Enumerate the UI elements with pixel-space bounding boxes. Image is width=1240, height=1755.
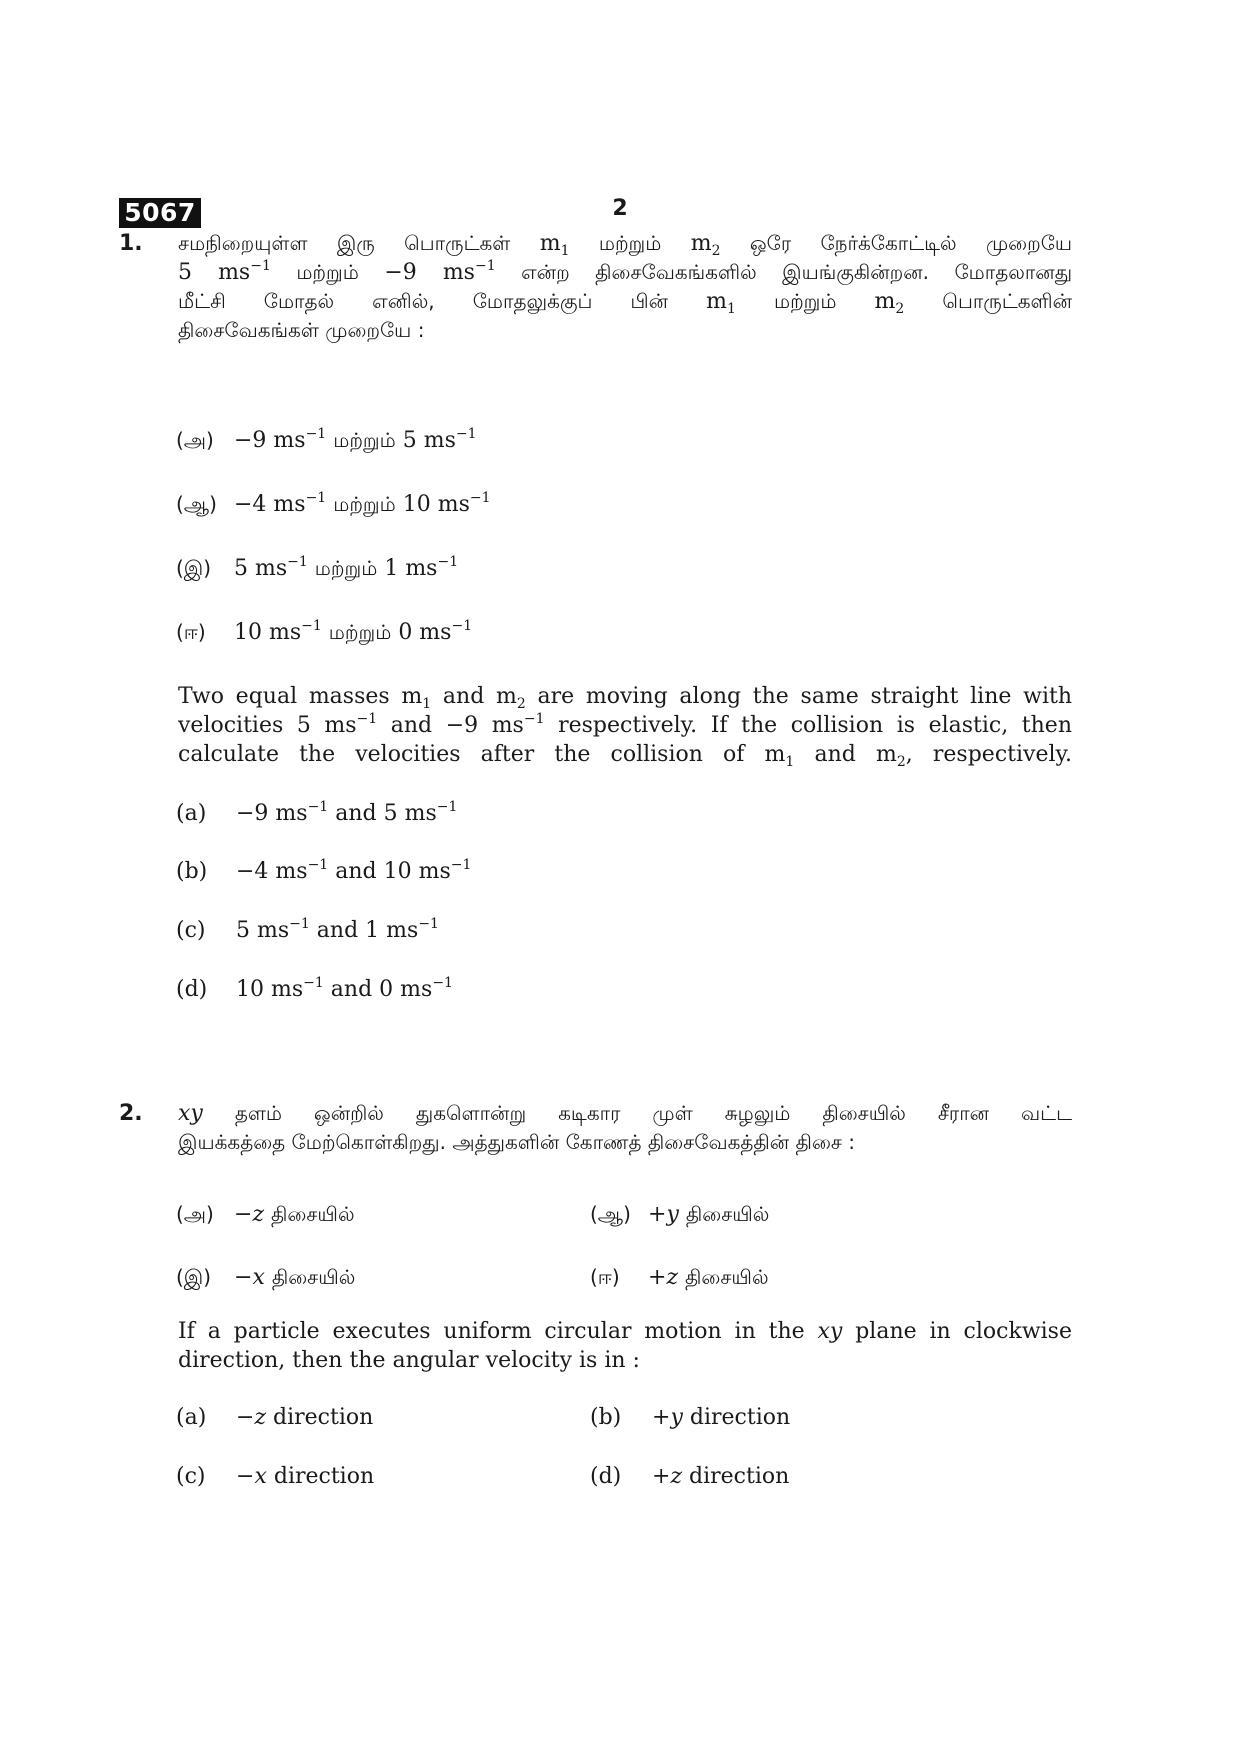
q2-english-option-d: (d) +z direction (590, 1464, 790, 1489)
question-1-number: 1. (119, 231, 143, 256)
q1-tamil-option-b: (ஆ) −4 $ms^{-1}$ மற்றும் 10 $ms^{-1}$ (176, 490, 491, 517)
q2-english-option-c: (c) −x direction (176, 1464, 375, 1489)
q2-tamil-option-d: (ஈ) +z திசையில் (590, 1265, 769, 1290)
q1-tamil-option-d: (ஈ) 10 $ms^{-1}$ மற்றும் 0 $ms^{-1}$ (176, 618, 473, 645)
question-1-tamil-text: சமநிறையுள்ள இரு பொருட்கள் $m_1$ மற்றும் $m_2$ ஒரே நேர்க்கோட்டில் முறையே 5 $ms^{-1}$ மற்றும் −9 $ms^{-1}$ என்ற திசைவேகங்களில் இயங்குகின்றன. மோதலானது மீட்சி மோதல் எனில், மோதலுக்குப் பின் $m_1$ மற்றும் $m_2$ பொருட்களின் திசைவேகங்கள் முறையே : (178, 231, 1073, 342)
q1-tamil-option-a: (அ) −9 $ms^{-1}$ மற்றும் 5 $ms^{-1}$ (176, 426, 477, 453)
q2-tamil-option-b: (ஆ) +y திசையில் (590, 1202, 770, 1227)
question-1-english-text: Two equal masses $m_1$ and $m_2$ are moving along the same straight line with velocities 5 $ms^{-1}$ and −9 $ms^{-1}$ respectively. If the collision is elastic, then calculate the velocities after the collision of $m_1$ and $m_2$, respectively. (178, 684, 1073, 770)
q1-english-option-a: (a) −9 $ms^{-1}$ and 5 $ms^{-1}$ (176, 799, 458, 826)
q1-english-option-b: (b) −4 $ms^{-1}$ and 10 $ms^{-1}$ (176, 857, 472, 884)
q2-english-option-b: (b) +y direction (590, 1405, 791, 1430)
q1-english-option-c: (c) 5 $ms^{-1}$ and 1 $ms^{-1}$ (176, 916, 439, 943)
paper-code-badge: 5067 (119, 198, 201, 228)
q2-tamil-option-c: (இ) −x திசையில் (176, 1265, 356, 1290)
question-2-tamil-text: xy தளம் ஒன்றில் துகளொன்று கடிகார முள் சுழலும் திசையில் சீரான வட்ட இயக்கத்தை மேற்கொள்கிறது. அத்துகளின் கோணத் திசைவேகத்தின் திசை : (178, 1101, 1073, 1154)
q2-english-option-a: (a) −z direction (176, 1405, 374, 1430)
q1-tamil-option-c: (இ) 5 $ms^{-1}$ மற்றும் 1 $ms^{-1}$ (176, 554, 459, 581)
page-number: 2 (612, 196, 628, 221)
q1-english-option-d: (d) 10 $ms^{-1}$ and 0 $ms^{-1}$ (176, 975, 453, 1002)
question-2-english-text: If a particle executes uniform circular motion in the xy plane in clockwise direction, then the angular velocity is in : (178, 1319, 1072, 1373)
question-2-number: 2. (119, 1101, 143, 1126)
q2-tamil-option-a: (அ) −z திசையில் (176, 1202, 355, 1227)
